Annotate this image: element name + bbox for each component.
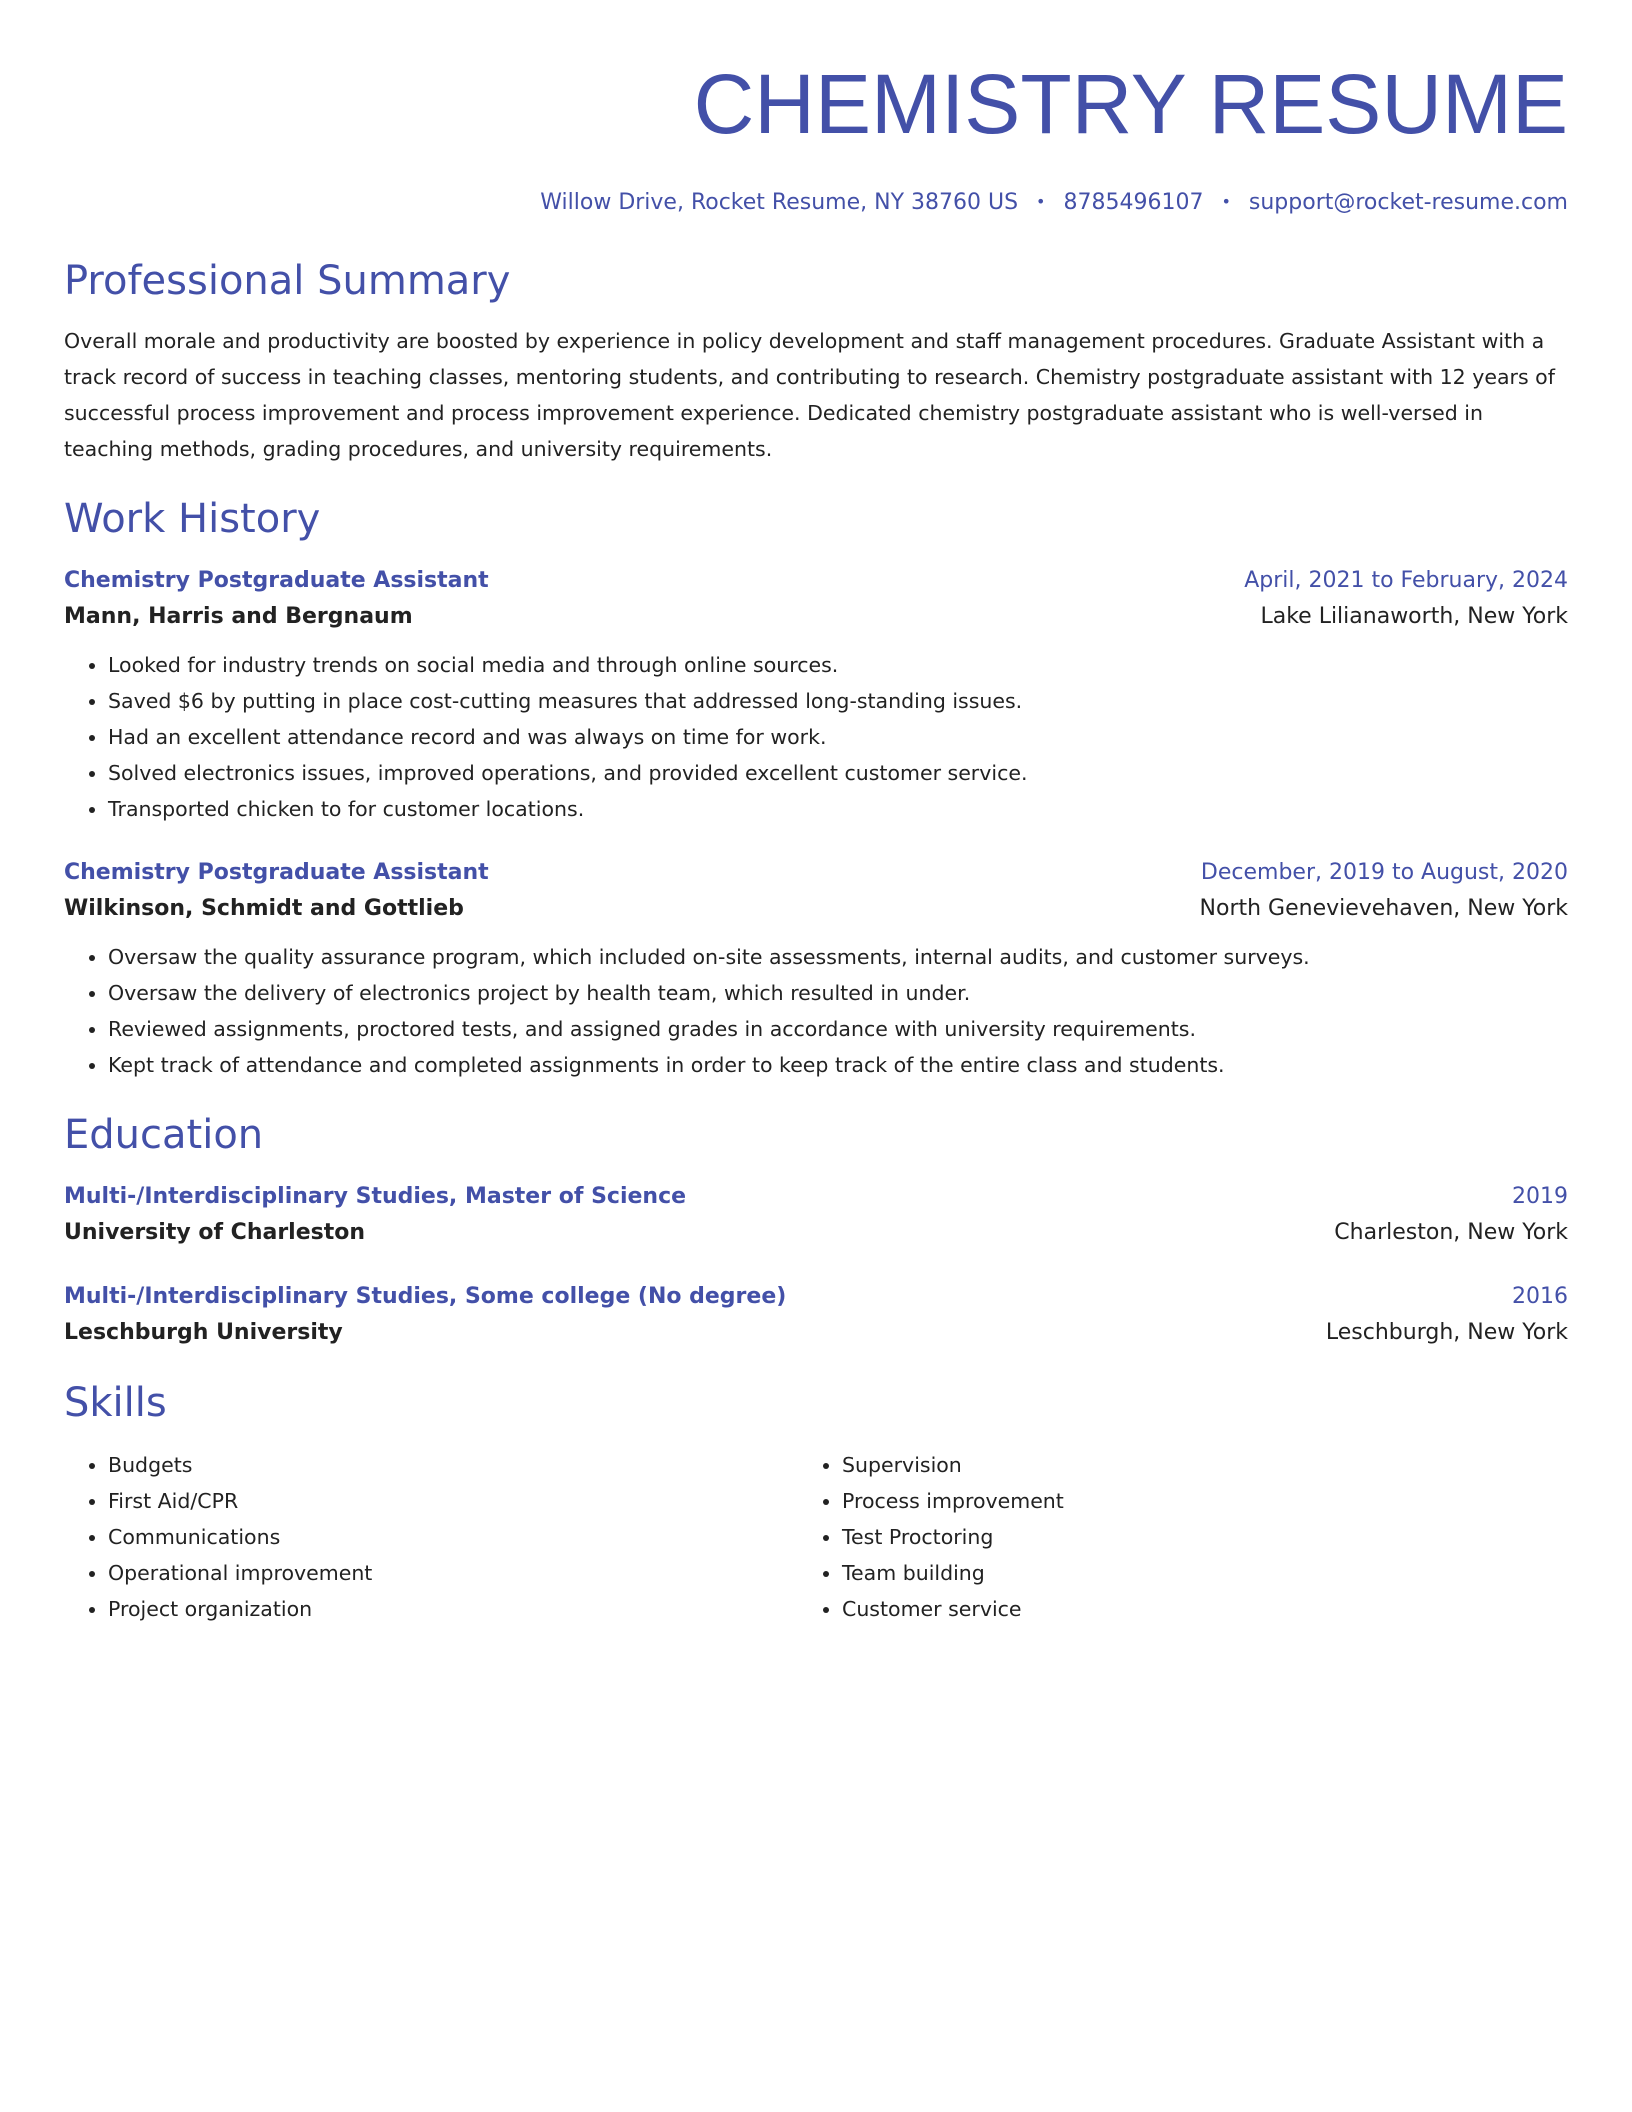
contact-phone: 8785496107: [1063, 190, 1204, 215]
contact-line: [64, 188, 1568, 217]
list-item: • Saved $6 by putting in place cost-cutting measures that addressed long-standing issues.: [108, 683, 1568, 719]
skills-list: [64, 1447, 798, 1627]
list-item: • Transported chicken to for customer locations.: [108, 791, 1568, 827]
skill-item: • Process improvement: [842, 1483, 1532, 1519]
list-item: • Solved electronics issues, improved operations, and provided excellent customer service.: [108, 755, 1568, 791]
education-degree: Multi-/Interdisciplinary Studies, Some college (No degree): [64, 1284, 787, 1309]
list-item: • Kept track of attendance and completed assignments in order to keep track of the entire class and students.: [108, 1047, 1568, 1083]
education-entry-header: [64, 1181, 1568, 1213]
skill-item: • First Aid/CPR: [108, 1483, 798, 1519]
job-dates: April, 2021 to February, 2024: [1244, 568, 1568, 593]
contact-email: support@rocket-resume.com: [1248, 190, 1568, 215]
education-year: 2016: [1512, 1284, 1568, 1309]
work-entry: [64, 565, 1568, 827]
education-location: Leschburgh, New York: [1325, 1320, 1568, 1345]
skills-column-right: [798, 1447, 1532, 1627]
job-bullets: [64, 939, 1568, 1083]
section-title-summary: Professional Summary: [64, 258, 511, 304]
education-entry-subheader: [64, 1313, 1568, 1353]
job-role: Chemistry Postgraduate Assistant: [64, 568, 489, 593]
skill-item: • Team building: [842, 1555, 1532, 1591]
skill-item: • Budgets: [108, 1447, 798, 1483]
skill-item: • Customer service: [842, 1591, 1532, 1627]
skill-item: • Supervision: [842, 1447, 1532, 1483]
job-dates: December, 2019 to August, 2020: [1200, 860, 1568, 885]
education-location: Charleston, New York: [1334, 1220, 1568, 1245]
work-entry: [64, 857, 1568, 1083]
work-entry-subheader: [64, 889, 1568, 929]
education-entry: [64, 1181, 1568, 1253]
job-location: Lake Lilianaworth, New York: [1260, 604, 1568, 629]
skills-columns: [64, 1447, 1568, 1627]
contact-address: Willow Drive, Rocket Resume, NY 38760 US: [540, 190, 1019, 215]
education-school: Leschburgh University: [64, 1320, 343, 1345]
contact-separator: •: [1221, 192, 1231, 211]
work-entry-header: [64, 857, 1568, 889]
work-entry-header: [64, 565, 1568, 597]
list-item: • Reviewed assignments, proctored tests, and assigned grades in accordance with university requirements.: [108, 1011, 1568, 1047]
resume-header: [64, 58, 1568, 217]
job-company: Wilkinson, Schmidt and Gottlieb: [64, 896, 464, 921]
education-entry-subheader: [64, 1213, 1568, 1253]
skill-item: • Communications: [108, 1519, 798, 1555]
work-entry-subheader: [64, 597, 1568, 637]
education-school: University of Charleston: [64, 1220, 366, 1245]
skills-column-left: [64, 1447, 798, 1627]
skill-item: • Operational improvement: [108, 1555, 798, 1591]
section-title-education: Education: [64, 1112, 264, 1158]
list-item: • Looked for industry trends on social media and through online sources.: [108, 647, 1568, 683]
education-degree: Multi-/Interdisciplinary Studies, Master of Science: [64, 1184, 687, 1209]
education-entry-header: [64, 1281, 1568, 1313]
list-item: • Oversaw the quality assurance program, which included on-site assessments, internal audits, and customer surveys.: [108, 939, 1568, 975]
skill-item: • Test Proctoring: [842, 1519, 1532, 1555]
job-location: North Genevievehaven, New York: [1199, 896, 1568, 921]
skills-list: [798, 1447, 1532, 1627]
job-role: Chemistry Postgraduate Assistant: [64, 860, 489, 885]
contact-separator: •: [1036, 192, 1046, 211]
education-entry: [64, 1281, 1568, 1353]
job-company: Mann, Harris and Bergnaum: [64, 604, 413, 629]
resume-title: CHEMISTRY RESUME: [693, 57, 1568, 151]
job-bullets: [64, 647, 1568, 827]
education-year: 2019: [1512, 1184, 1568, 1209]
section-title-work-history: Work History: [64, 496, 321, 542]
skill-item: • Project organization: [108, 1591, 798, 1627]
list-item: • Had an excellent attendance record and was always on time for work.: [108, 719, 1568, 755]
summary-text: Overall morale and productivity are boosted by experience in policy development and staff management procedures. Graduate Assistant with a track record of success in teaching classes, mentoring students, and contributing to research. Chemistry postgraduate assistant with 12 years of successful process improvement and process improvement experience. Dedicated chemistry postgraduate assistant who is well-versed in teaching methods, grading procedures, and university requirements.: [64, 329, 1555, 461]
list-item: • Oversaw the delivery of electronics project by health team, which resulted in under.: [108, 975, 1568, 1011]
section-title-skills: Skills: [64, 1380, 167, 1426]
